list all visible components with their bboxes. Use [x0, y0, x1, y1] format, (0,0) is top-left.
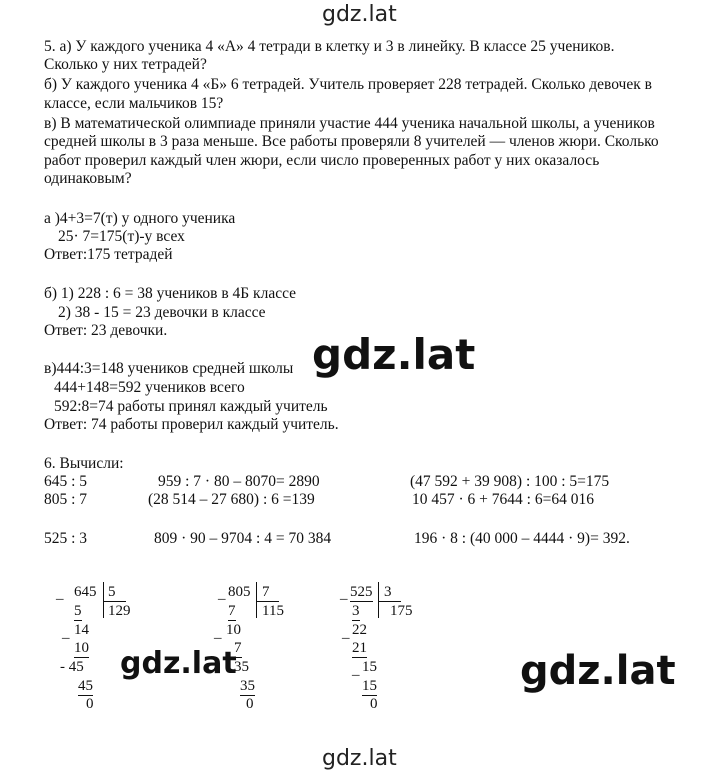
task6-header: 6. Вычисли:: [44, 455, 124, 472]
expression: 805 : 7: [44, 491, 88, 508]
dividend: 805: [228, 584, 251, 600]
remainder: 0: [370, 696, 378, 712]
step: 15: [362, 659, 377, 675]
minus-sign: _: [62, 625, 70, 641]
step: 35: [234, 659, 249, 675]
step: 45: [78, 678, 93, 694]
expression: 645 : 5: [44, 473, 88, 490]
dividend: 645: [74, 584, 97, 600]
expression: 959 : 7 · 80 – 8070= 2890: [158, 473, 320, 490]
task5-line: работ проверил каждый член жюри, если число проверенных работ у них оказалось: [44, 152, 600, 169]
step: 15: [362, 678, 377, 694]
task5-line: средней школы в 3 раза меньше. Все работы проверяли 8 учителей — членов жюри. Сколько: [44, 133, 659, 150]
step: 22: [352, 622, 367, 638]
minus-sign: _: [342, 625, 350, 641]
remainder: 0: [86, 696, 94, 712]
answer-line: 2) 38 - 15 = 23 девочки в классе: [58, 304, 266, 321]
watermark-left: gdz.lat: [120, 646, 237, 681]
watermark-middle: gdz.lat: [312, 330, 476, 379]
minus-sign: _: [56, 586, 64, 602]
expression: 525 : 3: [44, 530, 88, 547]
divisor: 7: [262, 584, 270, 600]
expression: 196 · 8 : (40 000 – 4444 · 9)= 392.: [414, 530, 630, 547]
minus-sign: _: [340, 586, 348, 602]
quotient: 129: [108, 603, 131, 619]
step: 3: [352, 603, 360, 619]
step: 14: [74, 622, 89, 638]
step: 10: [74, 640, 89, 656]
quotient: 175: [390, 603, 413, 619]
answer-line: 25· 7=175(т)-у всех: [58, 228, 185, 245]
watermark-top: gdz.lat: [322, 2, 397, 27]
expression: 809 · 90 – 9704 : 4 = 70 384: [154, 530, 332, 547]
divisor: 5: [108, 584, 116, 600]
task5-line: б) У каждого ученика 4 «Б» 6 тетрадей. Учитель проверяет 228 тетрадей. Сколько девочек в: [44, 76, 652, 93]
expression: (28 514 – 27 680) : 6 =139: [148, 491, 315, 508]
answer-line: Ответ: 74 работы проверил каждый учитель.: [44, 416, 339, 433]
step: - 45: [60, 659, 84, 675]
task5-line: Сколько у них тетрадей?: [44, 56, 207, 73]
answer-line: Ответ:175 тетрадей: [44, 246, 173, 263]
step: 7: [228, 603, 236, 619]
answer-line: Ответ: 23 девочки.: [44, 322, 168, 339]
step: 5: [74, 603, 82, 619]
step: 10: [226, 622, 241, 638]
remainder: 0: [246, 696, 254, 712]
answer-line: в)444:3=148 учеников средней школы: [44, 360, 294, 377]
minus-sign: _: [352, 662, 360, 678]
step: 35: [240, 678, 255, 694]
step: 21: [352, 640, 367, 656]
answer-line: 592:8=74 работы принял каждый учитель: [54, 398, 328, 415]
divisor: 3: [384, 584, 392, 600]
dividend: 525: [350, 584, 373, 600]
answer-line: б) 1) 228 : 6 = 38 учеников в 4Б классе: [44, 285, 297, 302]
watermark-right: gdz.lat: [520, 648, 676, 694]
watermark-bottom: gdz.lat: [322, 746, 397, 771]
expression: 10 457 · 6 + 7644 : 6=64 016: [412, 491, 594, 508]
task5-line: в) В математической олимпиаде приняли участие 444 ученика начальной школы, а учеников: [44, 115, 655, 132]
expression: (47 592 + 39 908) : 100 : 5=175: [410, 473, 610, 490]
answer-line: а )4+3=7(т) у одного ученика: [44, 210, 236, 227]
minus-sign: _: [214, 625, 222, 641]
task5-line: одинаковым?: [44, 170, 132, 187]
minus-sign: _: [218, 586, 226, 602]
step: 7: [234, 640, 242, 656]
task5-line: классе, если мальчиков 15?: [44, 95, 224, 112]
task5-line: 5. а) У каждого ученика 4 «А» 4 тетради в клетку и 3 в линейку. В классе 25 учеников.: [44, 38, 615, 55]
quotient: 115: [262, 603, 284, 619]
answer-line: 444+148=592 учеников всего: [54, 379, 245, 396]
